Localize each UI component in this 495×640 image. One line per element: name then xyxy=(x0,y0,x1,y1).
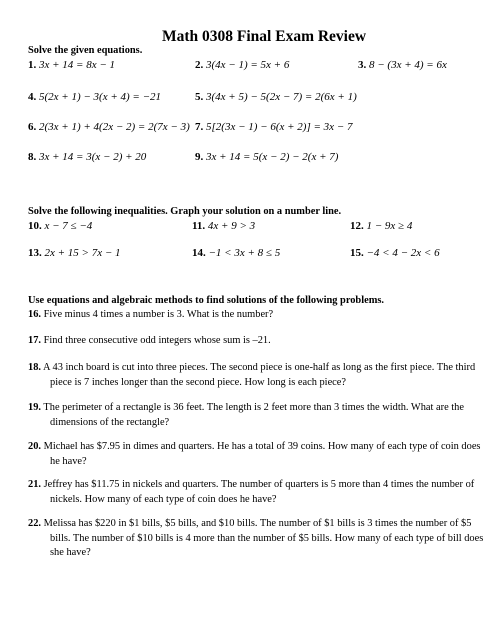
word-problem xyxy=(28,308,490,323)
equation-item xyxy=(195,121,352,133)
problem-number: 20. xyxy=(28,441,41,452)
inequality-number: 13. xyxy=(28,247,42,259)
equation-number: 6. xyxy=(28,121,37,133)
equation-number: 5. xyxy=(195,91,204,103)
problem-text: Melissa has $220 in $1 bills, $5 bills, and $10 bills. The number of $1 bills is 3 times the number of $5 bills. The number of $10 bills is 4 more than the number of $5 bills. How many of each type of bill does she have? xyxy=(43,518,484,558)
inequality-expression: 1 − 9x ≥ 4 xyxy=(366,220,413,232)
equation-item xyxy=(358,59,447,71)
inequality-expression: −4 < 4 − 2x < 6 xyxy=(366,247,440,259)
word-problem xyxy=(28,361,490,390)
word-problems-heading: Use equations and algebraic methods to find solutions of the following problems. xyxy=(28,295,385,306)
inequality-item xyxy=(28,220,92,232)
inequalities-heading: Solve the following inequalities. Graph your solution on a number line. xyxy=(28,206,342,217)
equation-expression: 3(4x − 1) = 5x + 6 xyxy=(206,59,290,71)
equation-expression: 3x + 14 = 8x − 1 xyxy=(39,59,116,71)
problem-text: Find three consecutive odd integers whose sum is –21. xyxy=(43,335,271,346)
equation-expression: 2(3x + 1) + 4(2x − 2) = 2(7x − 3) xyxy=(39,121,190,133)
page-title: Math 0308 Final Exam Review xyxy=(162,28,367,45)
problem-text: A 43 inch board is cut into three pieces. The second piece is one-half as long as the first piece. The third piece is 7 inches longer than the second piece. How long is each piece? xyxy=(43,362,476,388)
equation-number: 8. xyxy=(28,151,37,163)
equation-expression: 5(2x + 1) − 3(x + 4) = −21 xyxy=(39,91,162,103)
equation-number: 2. xyxy=(195,59,204,71)
equation-item xyxy=(28,121,190,133)
problem-text: Jeffrey has $11.75 in nickels and quarters. The number of quarters is 5 more than 4 times the number of nickels. How many of each type of coin does he have? xyxy=(43,479,475,505)
equation-number: 9. xyxy=(195,151,204,163)
inequality-item xyxy=(350,220,412,232)
word-problem xyxy=(28,401,490,430)
problem-number: 17. xyxy=(28,335,41,346)
equation-item xyxy=(28,151,146,163)
inequality-number: 10. xyxy=(28,220,42,232)
problem-number: 21. xyxy=(28,479,41,490)
problem-number: 16. xyxy=(28,309,41,320)
problem-text: Five minus 4 times a number is 3. What is the number? xyxy=(43,309,274,320)
equations-heading: Solve the given equations. xyxy=(28,45,143,56)
problem-number: 18. xyxy=(28,362,41,373)
equation-item xyxy=(195,59,289,71)
equation-number: 7. xyxy=(195,121,204,133)
equation-item xyxy=(195,91,357,103)
equation-item xyxy=(28,59,115,71)
problem-number: 19. xyxy=(28,402,41,413)
inequality-expression: 4x + 9 > 3 xyxy=(207,220,256,232)
word-problem xyxy=(28,517,490,561)
inequality-expression: x − 7 ≤ −4 xyxy=(44,220,93,232)
inequality-item xyxy=(350,247,440,259)
inequality-number: 12. xyxy=(350,220,364,232)
word-problem xyxy=(28,478,490,507)
inequality-expression: 2x + 15 > 7x − 1 xyxy=(44,247,121,259)
problem-text: Michael has $7.95 in dimes and quarters. He has a total of 39 coins. How many of each type of coin does he have? xyxy=(43,441,481,467)
equation-item xyxy=(195,151,338,163)
inequality-number: 15. xyxy=(350,247,364,259)
problem-text: The perimeter of a rectangle is 36 feet. The length is 2 feet more than 3 times the width. What are the dimensions of the rectangle? xyxy=(43,402,464,428)
equation-number: 4. xyxy=(28,91,37,103)
inequality-item xyxy=(192,247,280,259)
equation-expression: 3x + 14 = 5(x − 2) − 2(x + 7) xyxy=(206,151,339,163)
word-problem xyxy=(28,334,490,349)
inequality-expression: −1 < 3x + 8 ≤ 5 xyxy=(208,247,281,259)
problem-number: 22. xyxy=(28,518,41,529)
inequality-item xyxy=(192,220,255,232)
equation-item xyxy=(28,91,161,103)
inequality-number: 11. xyxy=(192,220,206,232)
equation-expression: 5[2(3x − 1) − 6(x + 2)] = 3x − 7 xyxy=(206,121,353,133)
equation-number: 3. xyxy=(358,59,367,71)
word-problem xyxy=(28,440,490,469)
equation-expression: 8 − (3x + 4) = 6x xyxy=(369,59,447,71)
equation-number: 1. xyxy=(28,59,37,71)
equation-expression: 3x + 14 = 3(x − 2) + 20 xyxy=(39,151,147,163)
inequality-number: 14. xyxy=(192,247,206,259)
equation-expression: 3(4x + 5) − 5(2x − 7) = 2(6x + 1) xyxy=(206,91,357,103)
inequality-item xyxy=(28,247,121,259)
